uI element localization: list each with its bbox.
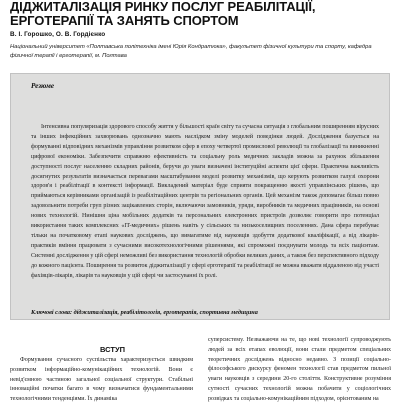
keywords-line [31,309,381,316]
abstract-box [10,73,390,320]
intro-heading: ВСТУП [100,345,125,354]
keywords-label: Ключові слова: [31,309,73,316]
intro-left-column: Формування сучасного суспільства характеризується швидким розвитком інформаційно-комунікаційних технологій. Вони є невід'ємною частиною загальної соціальної структури. Стабільні інноваційні початки багато в чому визначатися фундаментальними технологічними тенденціями. Їх динаміка [10,357,193,403]
abstract-text: Інтенсивна популяризація здорового способу життя у більшості країн світу та сучасна ситуація з глобальним поширенням вірусних та інших інфекційних захворювань однозначно мають наслідком зміну моделей поведінки людей. Дослідження базується на формуванні відповідних механізмів управління розвитком сфер в епоху четвертої промислової революції та глобалізації та виникненні цифрової економіки. Забезпечити справжню ефективність та соціальну роль медичних закладів можна за рахунок збільшення доступності послуг населенню складних районів, беручи до уваги визначені інституційні аспекти цієї сфери. Практична важливість досягнутих результатів визначається перевагами масштабування моделі розвитку механізмів, що керують розвитком галузі охорони здоров'я і реабілітації в контексті інформації. Викладений матеріал буде сприяти покращенню якості управлінських рішень, що приймаються керівниками організацій із реабілітаційних центрів та регіональних органів. Цей механізм також допомагає більш повно задовольнити потреби груп різних зацікавлених сторін, включаючи замовників, уряди, виробників та медичних працівників, на основі нових технологій. Нинішня ціна мобільних додатків та персональних електронних пристроїв дозволяє говорити про потенціал використання таких комплексних «IT-медичних» рішень навіть у сільських та низькоселищних поселеннях. Дана сфера перебуває тільки на початковому етапі наукових досліджень, що вимагатиме від науковців здобуття додаткової кваліфікації, а від лікарів-практиків вміння працювати з сучасними високотехнологічними рішеннями, які спроможні поєднувати молодь та всіх пацієнтам. Системні дослідження у цій сфері неможливі без використання технологій обробки великих даних, а також без перспективного підходу до кожного пацієнта. Поширення та розвиток діджиталізації у сфері ерготерапії та реабілітації не можна вважати віддаленою від участі фахівців-лікарів, лікарів та науковців у цій сфері чи застосуванні їх ролі. [31,124,379,279]
abstract-heading: Резюме [31,82,55,90]
paper-title: ДІДЖИТАЛІЗАЦІЯ РИНКУ ПОСЛУГ РЕАБІЛІТАЦІЇ, ЕРГОТЕРАПІЇ ТА ЗАНЯТЬ СПОРТОМ [10,0,316,28]
author-affiliation: Національний університет «Полтавська політехніка імені Юрія Кондратюка», факультет фізичної культури та спорту, кафедра фізичної терапії і ерготерапії, м. Полтава [10,44,372,59]
paper-authors: В. І. Горошко, О. В. Гордієнко [10,31,106,38]
intro-right-column: суперсистему. Незважаючи на те, що нові технології супроводжують людей за всіх етапах еволюції, вони стали предметом спеціальних теоретичних досліджень відносно недавно. З позиції соціально-філософського дискурсу феномен технології став предметом пильної уваги науковців з середини 20-го століття. Конструктивне розуміння сутності сучасних технологій можна побачити у соціологічних розвідках та соціально-комунікаційним підходом, орієнтованим на [208,337,391,402]
keywords-terms: діджиталізація, реабілітологія, ерготерапія, спортивна медицина [73,309,258,316]
